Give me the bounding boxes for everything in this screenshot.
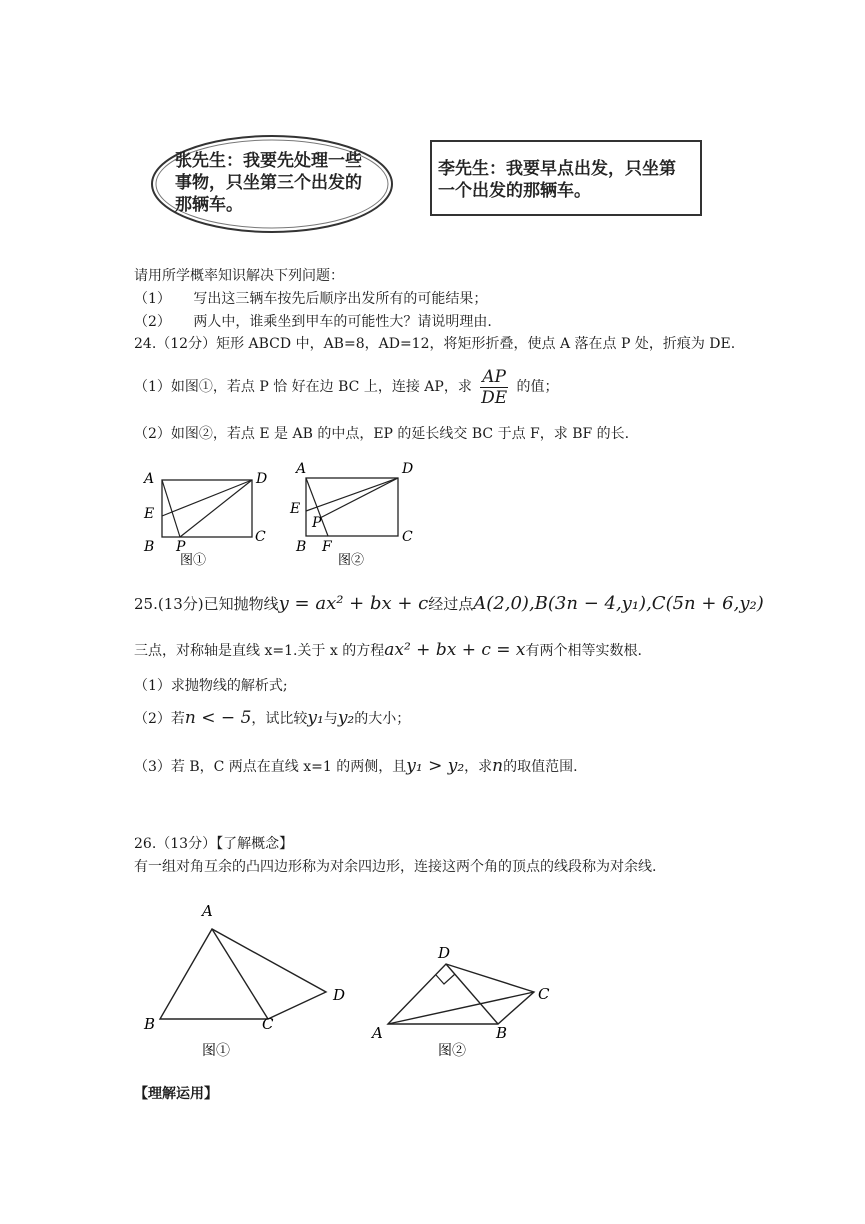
- q25-part-2-and: 与: [323, 711, 338, 727]
- parabola-equation: y = ax² + bx + c: [278, 593, 429, 614]
- q24-part-1: [134, 366, 558, 408]
- label-e: E: [290, 501, 301, 517]
- q23-item-2: [134, 312, 492, 332]
- q24-part-1-text: （1）如图①，若点 P 恰 好在边 BC 上，连接 AP，求: [134, 379, 472, 395]
- q24-part-2: （2）如图②，若点 E 是 AB 的中点，EP 的延长线交 BC 于点 F，求 BF 的长.: [134, 426, 630, 442]
- q25-part-2-suffix: 的大小；: [354, 711, 411, 727]
- given-points: A(2,0),B(3n − 4,y₁),C(5n + 6,y₂): [473, 593, 764, 614]
- q25-part-3-prefix: （3）若 B，C 两点在直线 x=1 的两侧，且: [134, 759, 407, 775]
- q26-figure-1: [136, 896, 366, 1066]
- q25-part-2-prefix: （2）若: [134, 711, 185, 727]
- q25-part-2-mid: ，试比较: [251, 711, 308, 727]
- label-p: P: [176, 539, 186, 555]
- label-c: C: [538, 985, 550, 1003]
- label-b: B: [296, 539, 307, 555]
- quadrilateral-abcd: [160, 929, 326, 1019]
- label-c: C: [402, 529, 413, 545]
- fraction-denominator: DE: [481, 387, 508, 408]
- label-a: A: [296, 461, 307, 477]
- q26-stem: 26.（13分）【了解概念】: [134, 836, 294, 852]
- q23-item-1: [134, 289, 487, 309]
- label-c: C: [255, 529, 266, 545]
- label-d: D: [333, 986, 346, 1004]
- label-d: D: [438, 944, 451, 962]
- label-b: B: [496, 1024, 508, 1042]
- q23-item-1-number: （1）: [134, 291, 171, 307]
- fold-line-de: [162, 480, 252, 516]
- q25-part-3: [134, 754, 578, 779]
- li-box-text: 李先生：我要早点出发，只坐第 一个出发的那辆车。: [438, 159, 676, 201]
- q23-item-2-text: 两人中，谁乘坐到甲车的可能性大？请说明理由.: [193, 314, 492, 330]
- fraction-numerator: AP: [482, 366, 506, 387]
- condition-n-less-than-minus-5: n < − 5: [184, 708, 252, 728]
- q25-part-3-mid: ，求: [464, 759, 493, 775]
- figure-caption: 图②: [338, 553, 365, 568]
- q25-part-1: （1）求抛物线的解析式;: [134, 678, 288, 694]
- q23-intro: 请用所学概率知识解决下列问题：: [134, 268, 344, 284]
- right-angle-marker: [436, 974, 455, 984]
- label-p: P: [312, 515, 322, 531]
- q25-stem: [134, 592, 764, 616]
- figure-caption: 图②: [438, 1043, 466, 1059]
- q24-figure-1: [140, 466, 280, 570]
- q25-part-2: [134, 706, 410, 731]
- label-a: A: [144, 471, 155, 487]
- quadrilateral-adcb: [388, 964, 534, 1024]
- q26-figure-2: [366, 940, 566, 1066]
- label-f: F: [322, 539, 332, 555]
- var-y1: y₁: [307, 708, 324, 728]
- q25-line-2-prefix: 三点，对称轴是直线 x=1.关于 x 的方程: [134, 643, 385, 659]
- q26-definition: 有一组对角互余的凸四边形称为对余四边形，连接这两个角的顶点的线段称为对余线.: [134, 859, 657, 875]
- q25-stem-prefix: 25.(13分)已知抛物线: [134, 595, 279, 613]
- segment-ap: [162, 480, 180, 537]
- figure-caption: 图①: [202, 1043, 230, 1059]
- label-b: B: [144, 539, 155, 555]
- q25-stem-mid: 经过点: [428, 595, 474, 613]
- rectangle-abcd: [162, 480, 252, 537]
- q25-line-2: [134, 638, 642, 663]
- q25-line-2-suffix: 有两个相等实数根.: [525, 643, 642, 659]
- label-d: D: [402, 461, 414, 477]
- q23-item-2-number: （2）: [134, 314, 171, 330]
- condition-y1-greater-than-y2: y₁ > y₂: [406, 756, 465, 776]
- figure-caption: 图①: [180, 553, 207, 568]
- q24-stem: 24.（12分）矩形 ABCD 中，AB=8，AD=12，将矩形折叠，使点 A 落在点 P 处，折痕为 DE.: [134, 336, 736, 352]
- segment-dp: [180, 480, 252, 537]
- label-c: C: [262, 1015, 274, 1033]
- q26-next-heading: 【理解运用】: [134, 1086, 218, 1102]
- zhang-bubble-text: 张先生：我要先处理一些 事物，只坐第三个出发的 那辆车。: [175, 151, 362, 215]
- q25-part-3-suffix: 的取值范围.: [503, 759, 578, 775]
- segment-pd: [320, 478, 398, 518]
- label-a: A: [202, 902, 213, 920]
- diagonal-ac: [388, 992, 534, 1024]
- q24-figure-2: [286, 456, 426, 572]
- var-n: n: [492, 756, 504, 776]
- label-e: E: [144, 506, 155, 522]
- fold-line-de: [306, 478, 398, 511]
- label-d: D: [256, 471, 268, 487]
- q24-part-1-suffix: 的值；: [516, 379, 559, 395]
- equation-ax2-bx-c-x: ax² + bx + c = x: [384, 640, 526, 660]
- ap-over-de-fraction: [480, 367, 508, 408]
- q23-item-1-text: 写出这三辆车按先后顺序出发所有的可能结果；: [193, 291, 488, 307]
- var-y2: y₂: [337, 708, 355, 728]
- diagonal-ac: [212, 929, 268, 1019]
- label-b: B: [144, 1015, 156, 1033]
- label-a: A: [372, 1024, 383, 1042]
